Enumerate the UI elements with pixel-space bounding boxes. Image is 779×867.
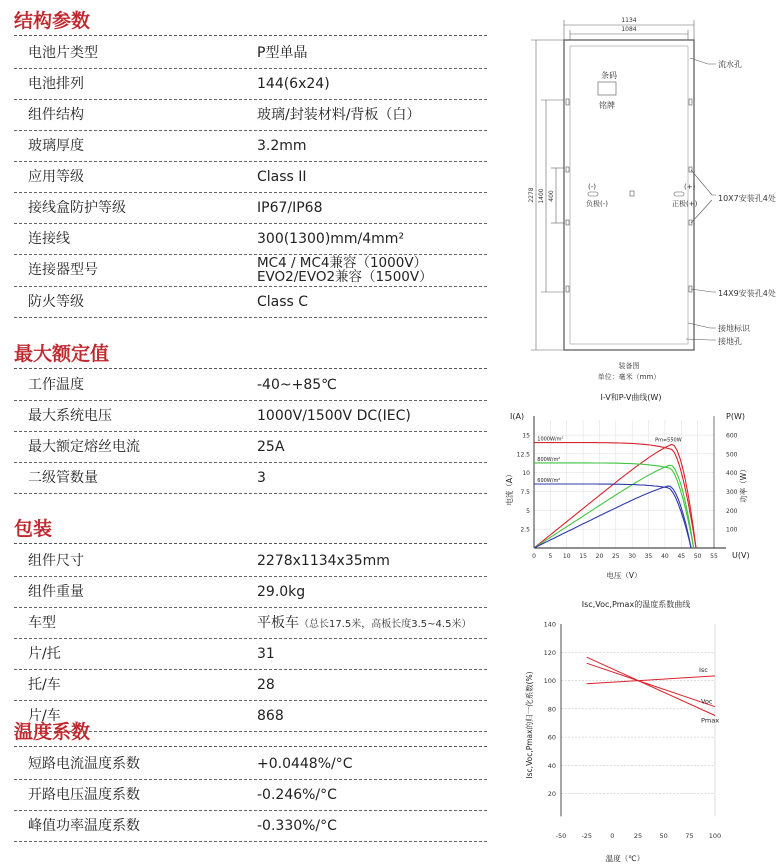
y2-tick-label: 600	[726, 432, 738, 440]
chart-title: I-V和P-V曲线(W)	[600, 393, 662, 402]
spec-row	[14, 401, 487, 432]
negative-connector	[588, 192, 598, 196]
spec-label: 连接器型号	[28, 262, 98, 278]
spec-row	[14, 131, 487, 162]
dim-1400: 1400	[538, 188, 545, 204]
spec-label: 短路电流温度系数	[28, 756, 140, 772]
y2-tick-label: 300	[726, 489, 738, 497]
ground-mark-label: 接地标识	[718, 324, 750, 333]
x-tick-label: -25	[581, 832, 592, 840]
y-tick-label: 5	[526, 507, 530, 515]
spec-row	[14, 670, 487, 701]
spec-value	[257, 608, 471, 638]
series-label-2: 600W/m²	[537, 478, 561, 484]
y-tick-label: 7.5	[520, 489, 530, 497]
y2-axis-title: 功率（W）	[739, 465, 748, 503]
spec-value: +0.0448%/°C	[257, 756, 353, 772]
spec-row	[14, 639, 487, 670]
row-divider	[14, 317, 487, 318]
x-tick-label: 40	[661, 553, 669, 560]
y-tick-label: 140	[543, 620, 556, 629]
spec-value: 31	[257, 646, 275, 662]
spec-value: 1000V/1500V DC(IEC)	[257, 408, 411, 424]
y-tick-label: 10	[522, 470, 530, 478]
x-tick-label: 50	[693, 553, 702, 560]
temp-line-0	[587, 676, 715, 684]
spec-label: 应用等级	[28, 169, 84, 185]
x-axis-symbol: U(V)	[732, 551, 750, 560]
y-tick-label: 20	[547, 790, 556, 799]
iv-curve-2	[534, 484, 691, 548]
spec-label: 最大额定熔丝电流	[28, 439, 140, 455]
spec-value: -0.246%/°C	[257, 787, 337, 803]
spec-value: Class II	[257, 169, 307, 185]
drawing-caption: 装备图	[618, 362, 640, 370]
spec-label: 组件尺寸	[28, 553, 84, 569]
x-tick-label: 35	[644, 553, 653, 560]
negative-label: 负极(-)	[586, 200, 608, 208]
module-inner-frame	[570, 46, 688, 344]
spec-row	[14, 780, 487, 811]
section-title-temperature: 温度系数	[14, 721, 91, 743]
section-rule	[14, 543, 487, 544]
spec-label: 片/车	[28, 708, 61, 724]
temp-line-2	[587, 657, 715, 715]
x-tick-label: 25	[611, 553, 620, 560]
dim-height: 2278	[528, 187, 535, 203]
series-label-2: Pmax	[701, 716, 720, 725]
x-axis-title: 温度（℃）	[605, 854, 645, 863]
y-tick-label: 80	[547, 705, 556, 714]
positive-sign: (+)	[684, 183, 696, 191]
y-axis-title: 电流（A）	[505, 470, 514, 506]
spec-label: 最大系统电压	[28, 408, 112, 424]
spec-value: Class C	[257, 294, 309, 310]
spec-row	[14, 463, 487, 494]
y2-tick-label: 100	[726, 526, 738, 534]
y2-tick-label: 500	[726, 451, 738, 459]
x-tick-label: 0	[610, 832, 615, 840]
spec-label: 玻璃厚度	[28, 138, 84, 154]
spec-row	[14, 432, 487, 463]
spec-label: 电池片类型	[28, 45, 98, 61]
x-tick-label: 45	[677, 553, 686, 560]
section-rule	[14, 746, 487, 747]
spec-value-main: 平板车	[257, 615, 299, 631]
spec-value: 3	[257, 470, 266, 486]
spec-label: 电池排列	[28, 76, 84, 92]
section-title-packaging: 包装	[14, 518, 53, 540]
y2-tick-label: 200	[726, 507, 738, 515]
x-tick-label: 20	[595, 553, 604, 560]
hole-10x7-label: 10X7安装孔4处	[718, 194, 776, 203]
x-tick-label: -50	[555, 832, 567, 840]
pv-curve-2	[534, 486, 691, 548]
series-label-0: 1000W/m²	[537, 436, 564, 443]
y-tick-label: 40	[547, 761, 556, 770]
spec-row	[14, 811, 487, 842]
x-tick-label: 5	[548, 553, 553, 560]
x-tick-label: 25	[633, 832, 643, 840]
iv-curve-1	[534, 463, 694, 548]
spec-label: 组件结构	[28, 107, 84, 123]
spec-row	[14, 255, 487, 287]
spec-value: P型单晶	[257, 45, 308, 61]
spec-label: 连接线	[28, 231, 70, 247]
spec-row	[14, 546, 487, 577]
spec-value: 144(6x24)	[257, 76, 330, 92]
y2-tick-label: 400	[726, 470, 738, 478]
spec-value: 868	[257, 708, 284, 724]
junction-box	[630, 191, 634, 196]
x-tick-label: 55	[710, 553, 718, 560]
spec-value: 29.0kg	[257, 584, 306, 600]
figures-panel	[500, 0, 779, 867]
y-tick-label: 100	[543, 677, 556, 686]
temp-line-1	[587, 663, 715, 707]
row-divider	[14, 841, 487, 842]
dim-400: 400	[548, 190, 555, 202]
row-divider	[14, 493, 487, 494]
y2-axis-symbol: P(W)	[726, 412, 745, 421]
spec-label: 二级管数量	[28, 470, 98, 486]
section-title-ratings: 最大额定值	[14, 343, 110, 365]
nameplate-label: 铭牌	[599, 101, 615, 110]
x-tick-label: 75	[685, 832, 694, 840]
y-tick-label: 60	[547, 733, 556, 742]
spec-value	[257, 256, 433, 286]
y-axis-symbol: I(A)	[510, 412, 525, 421]
spec-label: 托/车	[28, 677, 61, 693]
nameplate-box	[598, 82, 616, 95]
spec-value: -0.330%/°C	[257, 818, 337, 834]
y-tick-label: 12.5	[516, 451, 530, 459]
module-drawing	[500, 0, 779, 385]
temperature-coefficient-chart	[500, 595, 779, 865]
spec-value: 3.2mm	[257, 138, 307, 154]
section-rule	[14, 35, 487, 36]
spec-row	[14, 100, 487, 131]
spec-value: 玻璃/封装材料/背板（白）	[257, 107, 421, 123]
spec-value: 2278x1134x35mm	[257, 553, 390, 569]
spec-label: 防火等级	[28, 294, 84, 310]
spec-row	[14, 38, 487, 69]
ground-hole-label: 接地孔	[718, 337, 742, 346]
spec-row	[14, 370, 487, 401]
series-label-1: 800W/m²	[537, 456, 561, 463]
x-axis-title: 电压（V）	[606, 571, 642, 580]
hole-14x9-label: 14X9安装孔4处	[718, 289, 776, 298]
x-tick-label: 0	[532, 553, 536, 560]
spec-row	[14, 608, 487, 639]
spec-row	[14, 224, 487, 255]
spec-row	[14, 193, 487, 224]
drain-hole-label: 流水孔	[718, 60, 742, 69]
negative-sign: (-)	[588, 183, 596, 191]
x-tick-label: 10	[562, 553, 571, 560]
section-rule	[14, 368, 487, 369]
spec-value: 28	[257, 677, 275, 693]
barcode-label: 条码	[601, 71, 617, 80]
spec-value: -40~+85℃	[257, 377, 337, 393]
drawing-unit: 单位：毫米（mm）	[597, 373, 661, 381]
y-tick-label: 120	[543, 648, 556, 657]
chart-title: Isc,Voc,Pmax的温度系数曲线	[581, 600, 691, 609]
x-tick-label: 15	[579, 553, 587, 560]
spec-label: 接线盒防护等级	[28, 200, 126, 216]
spec-row	[14, 162, 487, 193]
iv-pv-chart	[500, 388, 779, 593]
series-label-0: Isc	[699, 665, 708, 674]
spec-row	[14, 69, 487, 100]
x-tick-label: 30	[628, 553, 637, 560]
pmax-annotation: Pm=550W	[655, 437, 682, 444]
spec-label: 车型	[28, 615, 56, 631]
spec-label: 工作温度	[28, 377, 84, 393]
y-axis-title: Isc,Voc,Pmax的归一化系数(%)	[525, 671, 534, 779]
spec-value: 25A	[257, 439, 285, 455]
section-title-structure: 结构参数	[14, 10, 91, 32]
spec-row	[14, 287, 487, 318]
spec-label: 片/托	[28, 646, 61, 662]
spec-value-note: （总长17.5米，高板长度3.5~4.5米）	[299, 619, 472, 630]
positive-label: 正极(+)	[672, 200, 698, 208]
spec-label: 峰值功率温度系数	[28, 818, 140, 834]
positive-connector	[674, 192, 684, 196]
y-tick-label: 15	[522, 432, 530, 440]
y-tick-label: 2.5	[520, 526, 530, 534]
spec-label: 开路电压温度系数	[28, 787, 140, 803]
spec-row	[14, 749, 487, 780]
series-label-1: Voc	[701, 697, 713, 706]
spec-label: 组件重量	[28, 584, 84, 600]
x-tick-label: 50	[659, 832, 668, 840]
dim-outer-width: 1134	[621, 17, 637, 24]
spec-value-line2: EVO2/EVO2兼容（1500V）	[257, 269, 433, 285]
spec-value: 300(1300)mm/4mm²	[257, 231, 405, 247]
x-tick-label: 100	[708, 832, 722, 840]
spec-value-line1: MC4 / MC4兼容（1000V）	[257, 255, 428, 271]
spec-row	[14, 577, 487, 608]
dim-inner-width: 1084	[621, 26, 637, 33]
spec-value: IP67/IP68	[257, 200, 323, 216]
